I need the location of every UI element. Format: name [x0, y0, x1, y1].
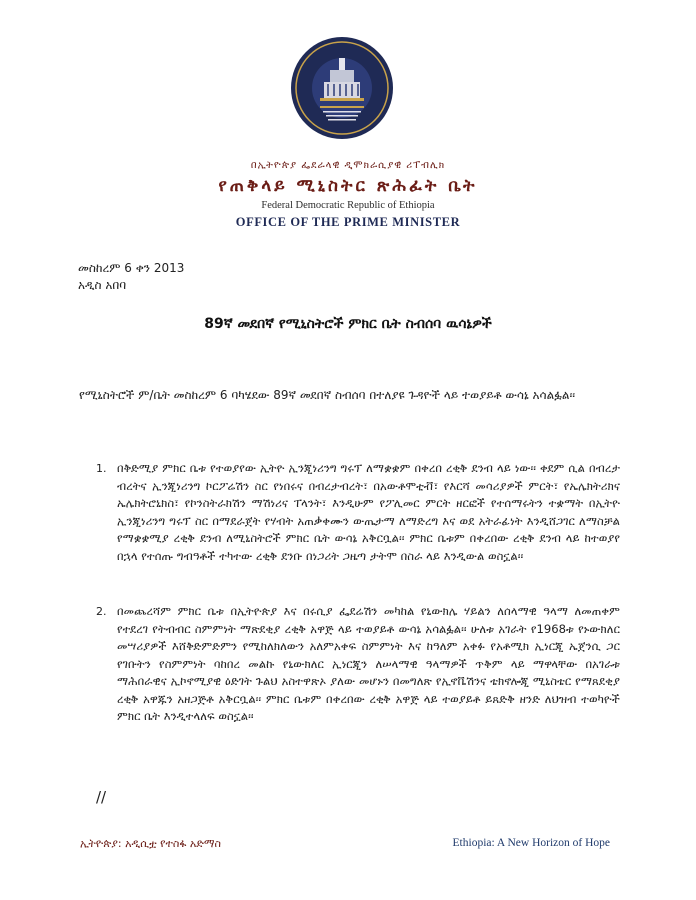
document-title: 89ኛ መደበኛ የሚኒስትሮች ምክር ቤት ስብሰባ ዉሳኔዎች: [204, 316, 492, 332]
decision-text: በቅድሚያ ምክር ቤቱ የተወያየው ኢትዮ ኢንጂነሪንግ ግሩፕ ለማቋቋም በቀረበ ረቂቅ ደንብ ላይ ነው፡፡ ቀደም ሲል በብረታ ብረትና ኢንጂነሪንግ ኮርፖሬሽን ስር የነበሩና በብረታብረት፣ በአውቶሞቲቭ፣ የእርሻ መሳሪያዎች ምርት፣ የኤሌክትሪክና ኤሌክትሮኒክስ፣ የኮንስትራክሽን ማሽነሪና ፐላንት፣ እንዲሁም የፖሊመር ምርት ዘርፎች የተሰማሩትን ተቋማት በኢትዮ ኢንጂነሪንግ ግሩፕ ስር በማደራጀት የሃብት አጠቃቀሙን ውጤታማ ለማድረግ እና ወደ አትራፊነት እንዲሸጋገር ለማስቻል የማቋቋሚያ ረቂቅ ደንብ ለሚኒስትሮች ምክር ቤት ውሳኔ አቅርቧል፡፡ ምክር ቤቱም በቀረበው ረቂቅ ደንብ ላይ ከተወያየ በኋላ የተሰጡ ግብዓቶች ተካተው ረቂቅ ደንቡ በነጋሪት ጋዜጣ ታትሞ በስራ ላይ እንዲውል ወስኗል፡፡: [117, 461, 620, 563]
decision-item: [96, 460, 620, 590]
prime-minister-office-seal-icon: [290, 36, 394, 140]
decision-number: 1.: [96, 462, 107, 475]
letterhead-english-country: Federal Democratic Republic of Ethiopia: [261, 200, 435, 211]
footer-slogan-amharic: ኢትዮጵያ: አዲሲቷ የተስፋ አድማስ: [80, 837, 221, 850]
decision-item: [96, 603, 620, 743]
closing-mark: //: [96, 788, 107, 806]
document-place: አዲስ አበባ: [78, 278, 127, 292]
letterhead-amharic-country: በኢትዮጵያ ፌደራላዊ ዲሞክራሲያዊ ሪፐብሊክ: [250, 160, 446, 171]
letterhead-amharic-office: የጠቅላይ ሚኒስትር ጽሕፈት ቤት: [218, 176, 478, 196]
intro-paragraph: የሚኒስትሮች ም/ቤት መስከረም 6 ባካሄደው 89ኛ መደበኛ ስብሰባ በተለያዩ ጉዳዮች ላይ ተወያይቶ ውሳኔ አሳልፏል፡፡: [79, 388, 576, 402]
document-date: መስከረም 6 ቀን 2013: [78, 261, 185, 275]
letterhead-english-office: OFFICE OF THE PRIME MINISTER: [235, 215, 461, 229]
decision-number: 2.: [96, 605, 107, 618]
footer-slogan-english: Ethiopia: A New Horizon of Hope: [452, 837, 610, 849]
decision-text: በመጨረሻም ምክር ቤቱ በኢትዮጵያ እና በሩሲያ ፌደሬሽን መካከል የኒውክሌ ሃይልን ለሰላማዊ ዓላማ ለመጠቀም የተደረገ የትብብር ስምምነት ማጽደቂያ ረቂቅ አዋጅ ላይ ተወያይቶ ውሳኔ አሳልፏል፡፡ ሁለቱ አገራት የ1968ቱ የኑውክለር መሣሪያዎች እሸቅድምድምን የሚከለክለውን አለምአቀፍ ስምምነት እና ከዓለም አቀፉ የአቶሚክ ኢነርጂ ኤጀንሲ ጋር የገቡትን የስምምነት ባከበረ መልኩ የኒውክለር ኢነርጂን ለሠላማዊ ዓላማዎች ጥቅም ላይ ማዋላቸው በአገራቱ ማሕበራዊና ኢኮኖሚያዊ ዕድገት ጉልህ አስተዋጽኦ ያለው መሆኑን በመግለጽ የኢኖቬሽንና ቴክኖሎጂ ሚኒስቴር የማጸደቂያ ረቂቅ አዋጁን አዘጋጅቶ አቅርቧል፡፡ ምክር ቤቱም በቀረበው ረቂቅ አዋጅ ላይ ተወያይቶ ይጸድቅ ዘንድ ለህዝብ ተወካዮች ምክር ቤት እንዲተላለፍ ወስኗል፡፡: [117, 604, 620, 723]
